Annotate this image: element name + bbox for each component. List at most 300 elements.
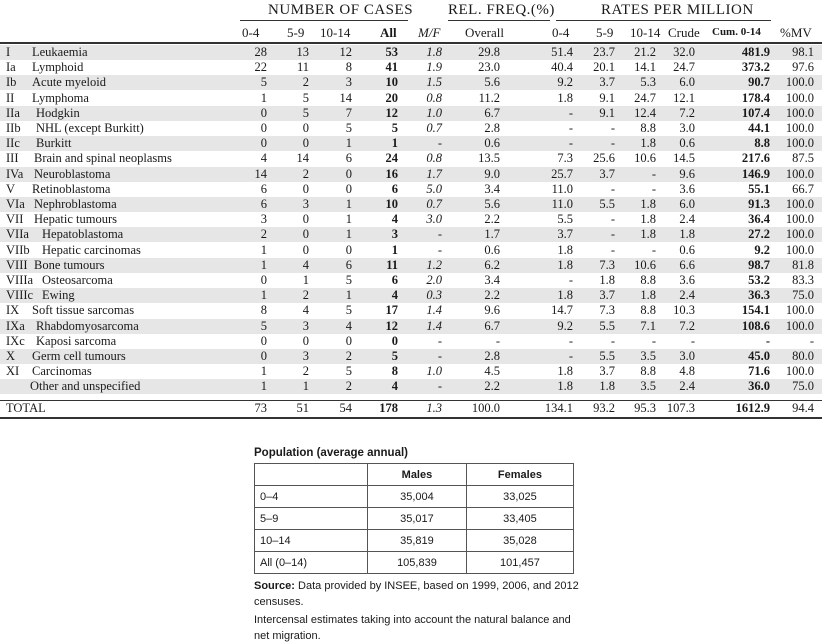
population-header-row: [255, 464, 574, 486]
cell-mf: -: [437, 136, 442, 151]
cell-r59: -: [610, 242, 615, 257]
row-name: Neuroblastoma: [34, 166, 111, 181]
cell-mf: 1.4: [426, 318, 442, 333]
cell-crude: -: [690, 333, 695, 348]
row-name: Hepatoblastoma: [42, 227, 124, 242]
row-name: Ewing: [42, 288, 75, 303]
cell-c04: 8: [260, 303, 267, 318]
cell-rel: 2.8: [484, 349, 500, 363]
cell-mv: 100.0: [785, 90, 814, 105]
table-row: [0, 212, 822, 227]
total-row: [0, 401, 822, 416]
cell-crude: 1.8: [679, 227, 695, 242]
cell-mf: -: [437, 349, 442, 363]
cell-r59: -: [610, 333, 615, 348]
table-row: [0, 258, 822, 273]
cell-mf: 1.7: [426, 166, 442, 181]
cell-r1014: -: [651, 181, 656, 196]
cell-r1014: 8.8: [640, 303, 656, 318]
cell-r1014: 1.8: [640, 197, 656, 211]
cell-r04: 14.7: [551, 303, 573, 318]
row-code: IXc: [6, 333, 25, 348]
row-name: Nephroblastoma: [34, 197, 117, 211]
cell-r59: 1.8: [599, 273, 615, 287]
population-cell-females: 33,025: [466, 486, 573, 508]
cell-c1014: 5: [345, 273, 352, 287]
cell-r59: 23.7: [593, 45, 615, 59]
cell-c59: 3: [302, 349, 309, 363]
cell-r04: 1.8: [557, 364, 573, 379]
cell-rel: 3.4: [484, 273, 500, 287]
cell-all: 6: [391, 273, 398, 287]
cell-c1014: 3: [345, 75, 352, 90]
row-name: NHL (except Burkitt): [36, 121, 144, 135]
cell-all: 10: [385, 75, 398, 90]
cell-c1014: 12: [339, 45, 352, 59]
cell-mf: 2.0: [426, 273, 442, 287]
cell-all: 0: [391, 333, 398, 348]
cell-r1014: 1.8: [640, 212, 656, 227]
cell-r1014: 12.4: [634, 105, 656, 120]
table-row: [0, 60, 822, 75]
cell-r1014: 24.7: [634, 90, 656, 105]
population-source: [254, 578, 584, 610]
cell-rel: 6.7: [484, 318, 500, 333]
cell-rel: 6.2: [484, 257, 500, 272]
cell-crude: 10.3: [673, 303, 695, 318]
row-name: Brain and spinal neoplasms: [34, 151, 172, 166]
cell-r04: -: [568, 105, 573, 120]
cell-mf: -: [437, 227, 442, 242]
cell-r1014: -: [651, 166, 656, 181]
row-code: IXa: [6, 318, 25, 333]
group-header-cases: NUMBER OF CASES: [268, 2, 414, 18]
cell-cum: 146.9: [741, 166, 770, 181]
cell-mv: 87.5: [792, 151, 814, 166]
population-cell-males: 35,004: [368, 486, 467, 508]
cell-c1014: 0: [345, 166, 352, 181]
cell-r59: 3.7: [599, 75, 615, 90]
cell-rel: 11.2: [478, 90, 500, 105]
cell-c59: 0: [302, 227, 309, 242]
cell-c04: 6: [260, 197, 267, 211]
cell-c04: 2: [260, 227, 267, 242]
cell-rel: 13.5: [478, 151, 500, 166]
cell-mv: 100.0: [785, 136, 814, 151]
row-code: Ia: [6, 60, 16, 75]
cell-mv: 80.0: [792, 349, 814, 363]
cell-rel: 23.0: [478, 60, 500, 75]
cell-rel: 9.0: [484, 166, 500, 181]
cell-r04: 1.8: [557, 257, 573, 272]
total-r04: 134.1: [544, 401, 573, 415]
cell-r04: 51.4: [551, 45, 573, 59]
row-name: Lymphoma: [32, 90, 89, 105]
cell-rel: 2.8: [484, 121, 500, 135]
cell-c04: 0: [260, 105, 267, 120]
cell-mv: 83.3: [792, 273, 814, 287]
cell-rel: 5.6: [484, 197, 500, 211]
cell-r04: 1.8: [557, 288, 573, 303]
total-all: 178: [379, 401, 398, 415]
population-cell-age: All (0–14): [255, 552, 368, 574]
cell-all: 53: [385, 45, 398, 59]
cell-r04: 1.8: [557, 379, 573, 394]
table-bottom-rule: [0, 417, 822, 419]
row-code: III: [6, 151, 19, 166]
row-code: VIIIa: [6, 273, 34, 287]
cell-c1014: 1: [345, 136, 352, 151]
row-name: Retinoblastoma: [32, 181, 111, 196]
cell-c04: 1: [260, 242, 267, 257]
cell-mf: 1.4: [426, 303, 442, 318]
cell-cum: 55.1: [748, 181, 770, 196]
cell-mf: 1.0: [426, 364, 442, 379]
cell-c04: 0: [260, 333, 267, 348]
row-name: Soft tissue sarcomas: [32, 303, 135, 318]
cell-c1014: 5: [345, 364, 352, 379]
cell-r1014: 10.6: [634, 151, 656, 166]
cell-crude: 6.0: [679, 75, 695, 90]
total-r1014: 95.3: [634, 401, 656, 415]
cell-all: 12: [385, 105, 398, 120]
cell-c1014: 0: [345, 181, 352, 196]
cell-cum: 8.8: [754, 136, 770, 151]
cell-all: 5: [391, 349, 398, 363]
cell-all: 10: [385, 197, 398, 211]
total-c04: 73: [254, 401, 267, 415]
group-header-relfreq: REL. FREQ.(%): [448, 2, 555, 18]
cell-all: 12: [385, 318, 398, 333]
cell-r59: 25.6: [593, 151, 615, 166]
population-title: Population (average annual): [254, 447, 408, 459]
cell-cum: 71.6: [748, 364, 770, 379]
row-code: VIII: [6, 257, 28, 272]
cell-r1014: 14.1: [634, 60, 656, 75]
cell-crude: 24.7: [673, 60, 695, 75]
cell-r1014: 1.8: [640, 136, 656, 151]
cell-c1014: 1: [345, 227, 352, 242]
table-row: [0, 227, 822, 242]
cell-cum: 36.3: [748, 288, 770, 303]
cell-crude: 2.4: [679, 212, 695, 227]
cell-r04: -: [568, 349, 573, 363]
cell-c1014: 8: [345, 60, 352, 75]
row-name: Burkitt: [36, 136, 72, 151]
cell-rel: 9.6: [484, 303, 500, 318]
cell-r1014: 8.8: [640, 364, 656, 379]
source-label: Source:: [254, 580, 295, 592]
population-cell-age: 10–14: [255, 530, 368, 552]
row-code: IX: [6, 303, 20, 318]
cell-all: 8: [391, 364, 398, 379]
cell-crude: 9.6: [679, 166, 695, 181]
cell-mv: -: [809, 333, 814, 348]
cell-cum: 90.7: [748, 75, 770, 90]
population-header-females: Females: [466, 464, 573, 486]
cell-crude: 0.6: [679, 136, 695, 151]
cell-c04: 1: [260, 379, 267, 394]
cell-r59: -: [610, 121, 615, 135]
total-r59: 93.2: [593, 401, 615, 415]
cell-r59: 3.7: [599, 364, 615, 379]
cell-r04: 40.4: [551, 60, 573, 75]
cell-cum: 108.6: [741, 318, 770, 333]
col-header-cases-0-4: 0-4: [242, 25, 260, 40]
cell-r04: 3.7: [557, 227, 573, 242]
cell-all: 16: [385, 166, 398, 181]
cell-crude: 14.5: [673, 151, 695, 166]
cell-mv: 100.0: [785, 364, 814, 379]
cell-c1014: 2: [345, 349, 352, 363]
cell-r04: 11.0: [551, 181, 573, 196]
cell-r1014: 1.8: [640, 227, 656, 242]
cell-c59: 3: [302, 197, 309, 211]
row-code: II: [6, 90, 15, 105]
cell-c1014: 1: [345, 288, 352, 303]
cell-all: 20: [385, 90, 398, 105]
cell-mf: 1.8: [426, 45, 442, 59]
total-mf: 1.3: [426, 401, 442, 415]
cell-rel: 6.7: [484, 105, 500, 120]
col-header-cases-10-14: 10-14: [320, 25, 351, 40]
cell-rel: 4.5: [484, 364, 500, 379]
cell-r04: -: [568, 136, 573, 151]
cell-rel: 2.2: [484, 379, 500, 394]
cell-cum: 107.4: [741, 105, 770, 120]
table-row: [0, 243, 822, 258]
row-code: I: [6, 45, 11, 59]
cell-c04: 28: [254, 45, 267, 59]
cell-mv: 66.7: [792, 181, 814, 196]
col-header-rate-0-4: 0-4: [552, 25, 570, 40]
cell-r1014: -: [651, 242, 656, 257]
table-row: [0, 379, 822, 394]
cell-r04: -: [568, 273, 573, 287]
header-bottom-rule: [0, 42, 822, 44]
population-cell-females: 33,405: [466, 508, 573, 530]
population-note: Intercensal estimates taking into account the natural balance and net migration.: [254, 614, 571, 642]
row-code: V: [6, 181, 16, 196]
population-body: [255, 486, 574, 574]
col-header-rate-10-14: 10-14: [630, 25, 661, 40]
cell-c59: 0: [302, 181, 309, 196]
cell-cum: 373.2: [741, 60, 770, 75]
table-row: [0, 106, 822, 121]
cell-rel: 29.8: [478, 45, 500, 59]
cell-cum: 98.7: [748, 257, 770, 272]
row-code: IVa: [6, 166, 24, 181]
population-cell-males: 35,017: [368, 508, 467, 530]
cell-r59: -: [610, 227, 615, 242]
cell-crude: 32.0: [673, 45, 695, 59]
row-name: Other and unspecified: [30, 379, 141, 394]
cell-cum: 154.1: [741, 303, 770, 318]
cell-c1014: 6: [345, 257, 352, 272]
cell-r1014: 3.5: [640, 379, 656, 394]
total-c59: 51: [296, 401, 309, 415]
cell-mf: 0.3: [426, 288, 442, 303]
row-name: Rhabdomyosarcoma: [36, 318, 139, 333]
cell-r04: 1.8: [557, 90, 573, 105]
cell-mv: 97.6: [792, 60, 814, 75]
row-name: Hepatic tumours: [34, 212, 117, 227]
total-rel: 100.0: [471, 401, 500, 415]
population-panel: [254, 447, 584, 644]
cell-c59: 0: [302, 333, 309, 348]
cell-all: 4: [391, 379, 398, 394]
population-row: [255, 530, 574, 552]
cell-r1014: -: [651, 333, 656, 348]
rule-rates: [556, 20, 771, 21]
population-cell-males: 105,839: [368, 552, 467, 574]
cell-all: 4: [391, 288, 398, 303]
col-header-mv: %MV: [780, 25, 812, 40]
cell-mv: 100.0: [785, 121, 814, 135]
cell-rel: 3.4: [484, 181, 500, 196]
row-name: Osteosarcoma: [42, 273, 113, 287]
cell-crude: 12.1: [673, 90, 695, 105]
cell-mv: 75.0: [792, 379, 814, 394]
cell-r04: -: [568, 121, 573, 135]
cell-r04: -: [568, 333, 573, 348]
cell-crude: 6.0: [679, 197, 695, 211]
table-row: [0, 349, 822, 364]
population-row: [255, 508, 574, 530]
table-row: [0, 121, 822, 136]
row-code: IIb: [6, 121, 21, 135]
cell-c1014: 0: [345, 242, 352, 257]
cell-r1014: 7.1: [640, 318, 656, 333]
population-cell-age: 0–4: [255, 486, 368, 508]
cell-c04: 1: [260, 364, 267, 379]
cell-cum: 45.0: [748, 349, 770, 363]
cell-mf: -: [437, 333, 442, 348]
row-code: VIIb: [6, 242, 30, 257]
cell-c59: 2: [302, 288, 309, 303]
cell-mf: 0.8: [426, 90, 442, 105]
cell-mv: 98.1: [792, 45, 814, 59]
cell-c59: 4: [302, 257, 309, 272]
group-header-rates: RATES PER MILLION: [601, 2, 754, 18]
cell-cum: 44.1: [748, 121, 770, 135]
cell-c1014: 5: [345, 303, 352, 318]
rule-relfreq: [448, 20, 550, 21]
cell-c1014: 5: [345, 121, 352, 135]
total-label: TOTAL: [6, 401, 46, 415]
row-name: Kaposi sarcoma: [36, 333, 117, 348]
cell-r59: 7.3: [599, 257, 615, 272]
cell-r1014: 3.5: [640, 349, 656, 363]
cell-all: 17: [385, 303, 398, 318]
table-row: [0, 273, 822, 288]
table-row: [0, 45, 822, 60]
cell-c59: 14: [296, 151, 309, 166]
cell-c59: 5: [302, 90, 309, 105]
cell-all: 4: [391, 212, 398, 227]
row-name: Carcinomas: [32, 364, 92, 379]
total-cum: 1612.9: [735, 401, 770, 415]
cell-mv: 100.0: [785, 318, 814, 333]
cell-crude: 3.0: [679, 121, 695, 135]
table-row: [0, 136, 822, 151]
population-table: [254, 463, 574, 574]
cell-r1014: 5.3: [640, 75, 656, 90]
row-name: Leukaemia: [32, 45, 88, 59]
cell-all: 6: [391, 181, 398, 196]
cell-mf: 1.9: [426, 60, 442, 75]
cell-mf: 1.0: [426, 105, 442, 120]
row-name: Lymphoid: [32, 60, 84, 75]
row-code: VIa: [6, 197, 25, 211]
cell-crude: 4.8: [679, 364, 695, 379]
cell-crude: 3.6: [679, 273, 695, 287]
cell-all: 1: [391, 136, 398, 151]
cell-r04: 11.0: [551, 197, 573, 211]
cell-all: 3: [391, 227, 398, 242]
population-cell-females: 35,028: [466, 530, 573, 552]
row-code: Ib: [6, 75, 17, 90]
cell-c04: 6: [260, 181, 267, 196]
cell-mf: -: [437, 242, 442, 257]
col-header-mf: M/F: [418, 25, 441, 40]
cell-r1014: 8.8: [640, 121, 656, 135]
population-header-males: Males: [368, 464, 467, 486]
cell-crude: 2.4: [679, 379, 695, 394]
cell-mv: 100.0: [785, 227, 814, 242]
cell-all: 5: [391, 121, 398, 135]
row-code: VII: [6, 212, 24, 227]
cell-r04: 5.5: [557, 212, 573, 227]
cell-cum: 481.9: [741, 45, 770, 59]
table-row: [0, 319, 822, 334]
col-header-rate-5-9: 5-9: [596, 25, 614, 40]
cell-crude: 3.0: [679, 349, 695, 363]
population-header-age: [255, 464, 368, 486]
table-row: [0, 197, 822, 212]
row-code: X: [6, 349, 16, 363]
cell-c1014: 0: [345, 333, 352, 348]
cell-r59: -: [610, 212, 615, 227]
cell-c1014: 4: [345, 318, 352, 333]
cell-mf: 1.5: [426, 75, 442, 90]
cell-r59: 3.7: [599, 288, 615, 303]
col-header-rate-crude: Crude: [668, 25, 700, 40]
table-row: [0, 364, 822, 379]
cell-mf: 0.8: [426, 151, 442, 166]
cell-c04: 1: [260, 257, 267, 272]
cell-mf: 3.0: [426, 212, 442, 227]
cell-r59: 5.5: [599, 197, 615, 211]
cell-c04: 1: [260, 90, 267, 105]
cell-r59: 1.8: [599, 379, 615, 394]
cell-r59: 5.5: [599, 318, 615, 333]
cell-c59: 2: [302, 364, 309, 379]
population-cell-age: 5–9: [255, 508, 368, 530]
cell-c04: 4: [260, 151, 267, 166]
cell-mf: 0.7: [426, 197, 442, 211]
cell-rel: 0.6: [484, 242, 500, 257]
cell-all: 41: [385, 60, 398, 75]
row-name: Bone tumours: [34, 257, 105, 272]
row-name: Hodgkin: [36, 105, 80, 120]
cell-c04: 0: [260, 136, 267, 151]
cell-r04: 9.2: [557, 75, 573, 90]
cell-mv: 100.0: [785, 105, 814, 120]
cell-all: 24: [385, 151, 398, 166]
cell-rel: 0.6: [484, 136, 500, 151]
cell-r04: 9.2: [557, 318, 573, 333]
